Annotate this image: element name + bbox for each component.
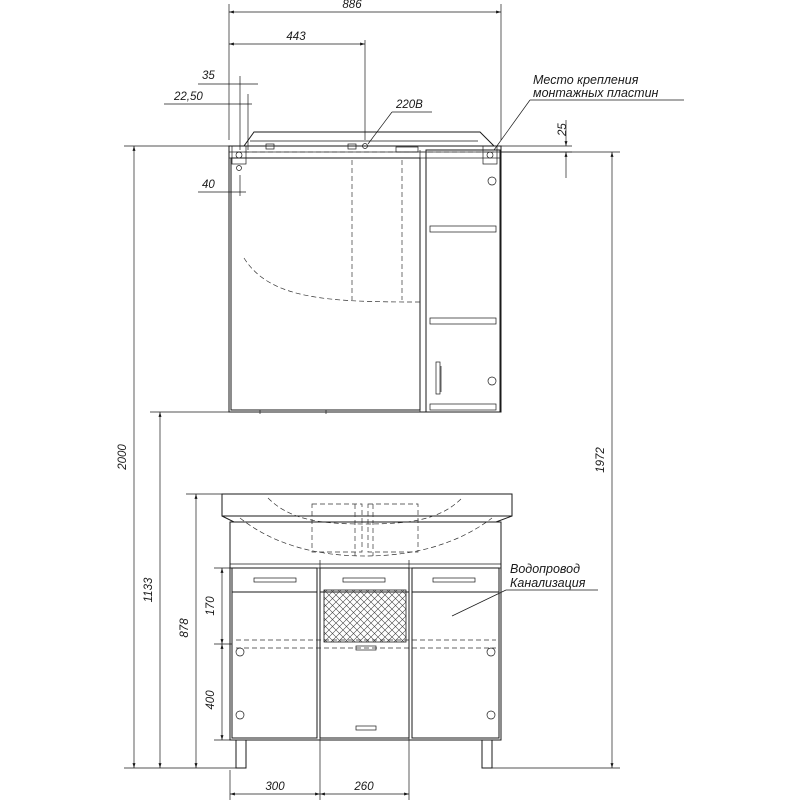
plumbing-label-line1: Водопровод — [510, 562, 581, 576]
dim-1972: 1972 — [595, 447, 607, 473]
dimension-lines — [124, 4, 684, 800]
dim-443: 443 — [286, 31, 306, 43]
dim-170: 170 — [205, 596, 217, 616]
mirror-cabinet — [229, 132, 501, 414]
dim-25: 25 — [557, 123, 569, 136]
dim-35: 35 — [202, 70, 215, 82]
plumbing-label-line2: Канализация — [510, 576, 586, 590]
dim-886: 886 — [342, 0, 362, 11]
vanity-cabinet — [222, 494, 512, 768]
mount-label-line2: монтажных пластин — [533, 86, 659, 100]
dim-400: 400 — [205, 690, 217, 710]
dim-878: 878 — [179, 618, 191, 638]
dim-300: 300 — [265, 781, 285, 793]
dim-260: 260 — [354, 781, 374, 793]
mount-label-line1: Место крепления — [533, 73, 639, 87]
dim-22-50: 22,50 — [174, 91, 203, 103]
dim-1133: 1133 — [143, 577, 155, 603]
dim-2000: 2000 — [117, 444, 129, 470]
dimension-labels — [117, 0, 607, 793]
dim-220v: 220В — [396, 99, 423, 111]
dim-40: 40 — [202, 179, 215, 191]
callout-labels — [510, 73, 659, 590]
